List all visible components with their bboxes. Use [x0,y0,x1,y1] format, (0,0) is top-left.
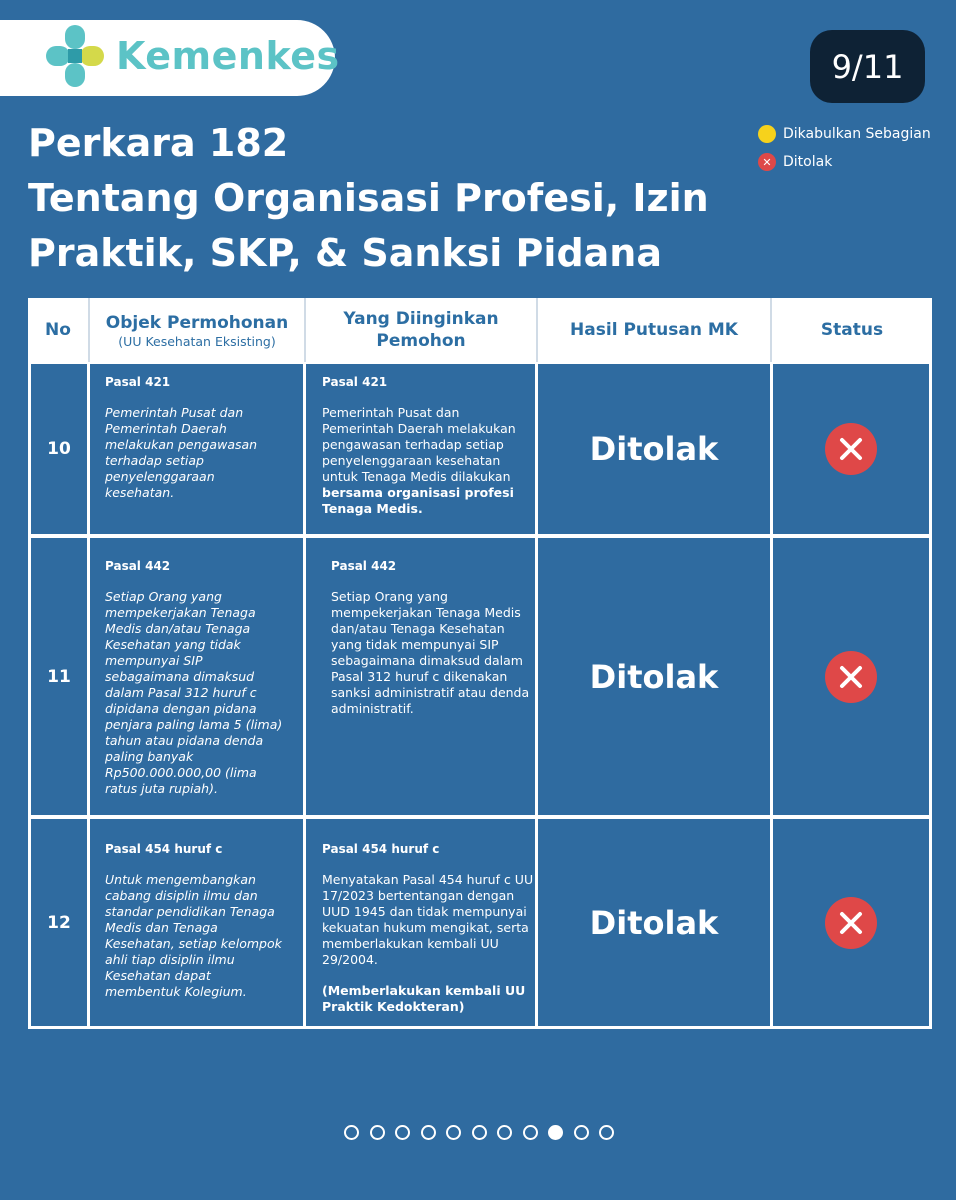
pagination-dot[interactable] [344,1125,359,1140]
legend-item-rejected [758,152,931,172]
row-10-objek: Pasal 421 Pemerintah Pusat dan Pemerintah Daerah melakukan pengawasan terhadap setiap penyelenggaraan kesehatan. [90,364,303,534]
header-objek: Objek Permohonan (UU Kesehatan Eksisting) [105,312,289,349]
brand-logo [0,20,340,96]
page-title [28,116,728,281]
row-10-hasil: Ditolak [538,364,770,534]
row-11-hasil: Ditolak [538,538,770,815]
carousel-pagination [344,1125,625,1140]
title-line-1: Perkara 182 [28,121,289,165]
rejected-x-icon [825,423,877,475]
page-indicator: 9/11 [810,30,925,103]
row-11-pemohon: Pasal 442 Setiap Orang yang mempekerjakan Tenaga Medis dan/atau Tenaga Kesehatan yang tidak mempunyai SIP sebagaimana dimaksud dalam Pasal 312 huruf c dikenakan sanksi administratif atau denda administratif. [306,538,535,815]
verdict-table [28,298,932,1029]
pagination-dot[interactable] [446,1125,461,1140]
legend [758,124,931,180]
pagination-dot[interactable] [472,1125,487,1140]
row-10-no: 10 [31,364,87,534]
legend-label: Ditolak [783,154,833,170]
row-11-no: 11 [31,538,87,815]
pagination-dot[interactable] [523,1125,538,1140]
title-line-3: Praktik, SKP, & Sanksi Pidana [28,231,662,275]
title-line-2: Tentang Organisasi Profesi, Izin [28,176,709,220]
pagination-dot[interactable] [599,1125,614,1140]
pagination-dot[interactable] [370,1125,385,1140]
yellow-dot-icon [758,125,776,143]
pagination-dot[interactable] [548,1125,563,1140]
row-10-pemohon: Pasal 421 Pemerintah Pusat dan Pemerintah Daerah melakukan pengawasan terhadap setiap penyelenggaraan kesehatan untuk Tenaga Medis dilakukan bersama organisasi profesi Tenaga Medis. [306,364,535,534]
brand-name: Kemenkes [116,34,340,78]
rejected-x-icon [825,897,877,949]
pagination-dot[interactable] [574,1125,589,1140]
legend-item-partial [758,124,931,144]
kemenkes-logo-icon [46,25,104,87]
header-no: No [45,320,71,340]
header-pemohon: Yang Diinginkan Pemohon [343,309,499,351]
pagination-dot[interactable] [395,1125,410,1140]
rejected-x-icon [825,651,877,703]
row-12-no: 12 [31,819,87,1026]
row-12-status [773,819,929,1026]
legend-label: Dikabulkan Sebagian [783,126,931,142]
red-x-icon: ✕ [758,153,776,171]
table-header [28,298,932,362]
header-status: Status [820,320,884,340]
row-11-objek: Pasal 442 Setiap Orang yang mempekerjakan Tenaga Medis dan/atau Tenaga Kesehatan yang tidak mempunyai SIP sebagaimana dimaksud dalam Pasal 312 huruf c dipidana dengan pidana penjara paling lama 5 (lima) tahun atau pidana denda paling banyak Rp500.000.000,00 (lima ratus juta rupiah). [90,538,303,815]
pagination-dot[interactable] [497,1125,512,1140]
row-12-objek: Pasal 454 huruf c Untuk mengembangkan cabang disiplin ilmu dan standar pendidikan Tenaga Medis dan Tenaga Kesehatan, setiap kelompok ahli tiap disiplin ilmu Kesehatan dapat membentuk Kolegium. [90,819,303,1026]
header-hasil: Hasil Putusan MK [570,320,738,340]
pagination-dot[interactable] [421,1125,436,1140]
row-11-status [773,538,929,815]
row-12-hasil: Ditolak [538,819,770,1026]
row-10-status [773,364,929,534]
row-12-pemohon: Pasal 454 huruf c Menyatakan Pasal 454 huruf c UU 17/2023 bertentangan dengan UUD 1945 dan tidak mempunyai kekuatan hukum mengikat, serta memberlakukan kembali UU 29/2004. (Memberlakukan kembali UU Praktik Kedokteran) [306,819,535,1026]
